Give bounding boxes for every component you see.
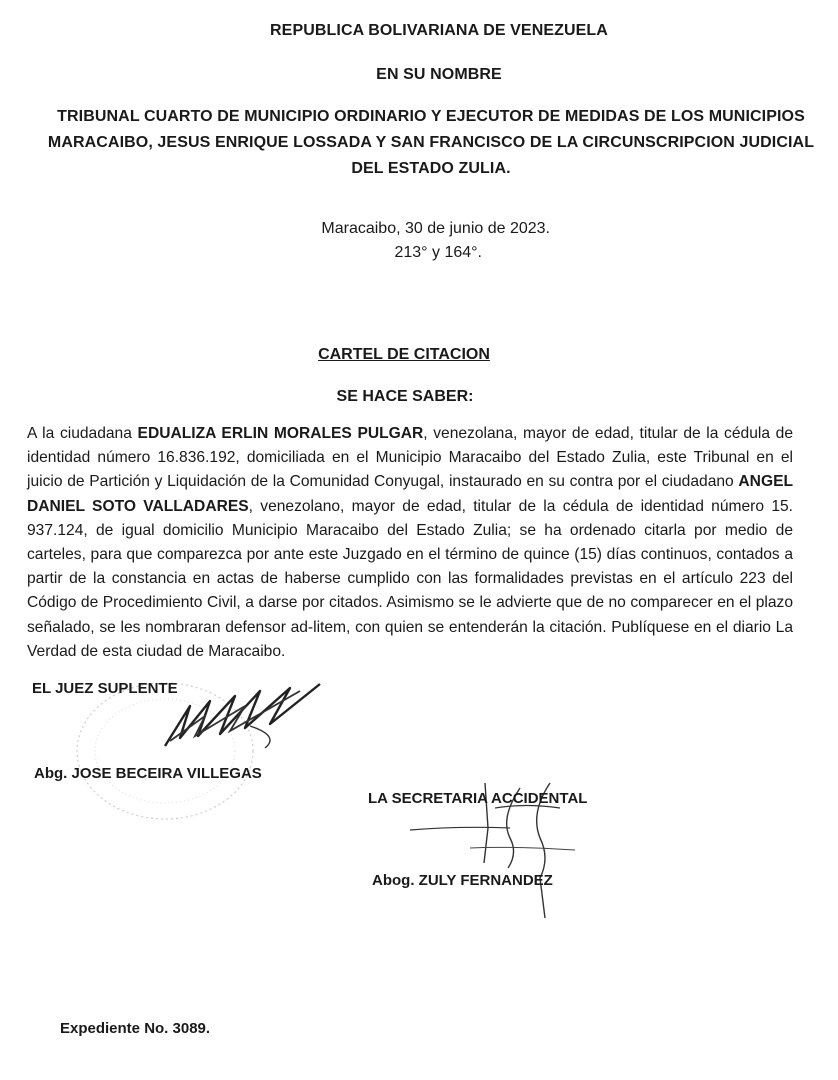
header-tribunal-line-2: MARACAIBO, JESUS ENRIQUE LOSSADA Y SAN FRANCISCO DE LA CIRCUNSCRIPCION JUDICIAL (47, 134, 815, 151)
secretary-title: LA SECRETARIA ACCIDENTAL (368, 790, 588, 807)
document-subtitle: SE HACE SABER: (336, 388, 474, 405)
body-text-2: , venezolana, mayor de edad, titular de la cédula de identidad número 16.836.192, domiciliada en el Municipio Maracaibo del Estado Zulia, este Tribunal en el juicio de Partición y Liquidación de la Comunidad Conyugal, instaurado en su contra por el ciudadano (27, 425, 793, 491)
header-tribunal (12, 104, 838, 182)
place-date: Maracaibo, 30 de junio de 2023. (321, 220, 550, 237)
judge-title: EL JUEZ SUPLENTE (32, 680, 178, 697)
secretary-name: Abog. ZULY FERNANDEZ (372, 872, 553, 889)
case-file-number: Expediente No. 3089. (60, 1020, 211, 1037)
document-title: CARTEL DE CITACION (318, 346, 490, 363)
header-tribunal-line-1: TRIBUNAL CUARTO DE MUNICIPIO ORDINARIO Y EJECUTOR DE MEDIDAS DE LOS MUNICIPIOS (57, 108, 805, 125)
defendant-name: EDUALIZA ERLIN MORALES PULGAR (137, 425, 424, 442)
header-tribunal-line-3: DEL ESTADO ZULIA. (351, 160, 511, 177)
header-in-name: EN SU NOMBRE (376, 66, 502, 83)
body-text-1: A la ciudadana (27, 425, 138, 442)
body-text-3: , venezolano, mayor de edad, titular de la cédula de identidad número 15. 937.124, de igual domicilio Municipio Maracaibo del Estado Zulia; se ha ordenado citarla por medio de carteles, para que comparezca por ante este Juzgado en el término de quince (15) días continuos, contados a partir de la constancia en actas de haberse cumplido con las formalidades previstas en el artículo 223 del Código de Procedimiento Civil, a darse por citados. Asimismo se le advierte que de no comparecer en el plazo señalado, se les nombraran defensor ad-litem, con quien se entenderán la citación. Publíquese en el diario La Verdad de esta ciudad de Maracaibo. (27, 497, 794, 660)
header-country: REPUBLICA BOLIVARIANA DE VENEZUELA (270, 22, 608, 39)
years-note: 213° y 164°. (394, 244, 482, 261)
body-paragraph (27, 422, 793, 664)
plaintiff-name: ANGEL DANIEL SOTO VALLADARES (27, 473, 793, 515)
judge-name: Abg. JOSE BECEIRA VILLEGAS (34, 765, 262, 782)
